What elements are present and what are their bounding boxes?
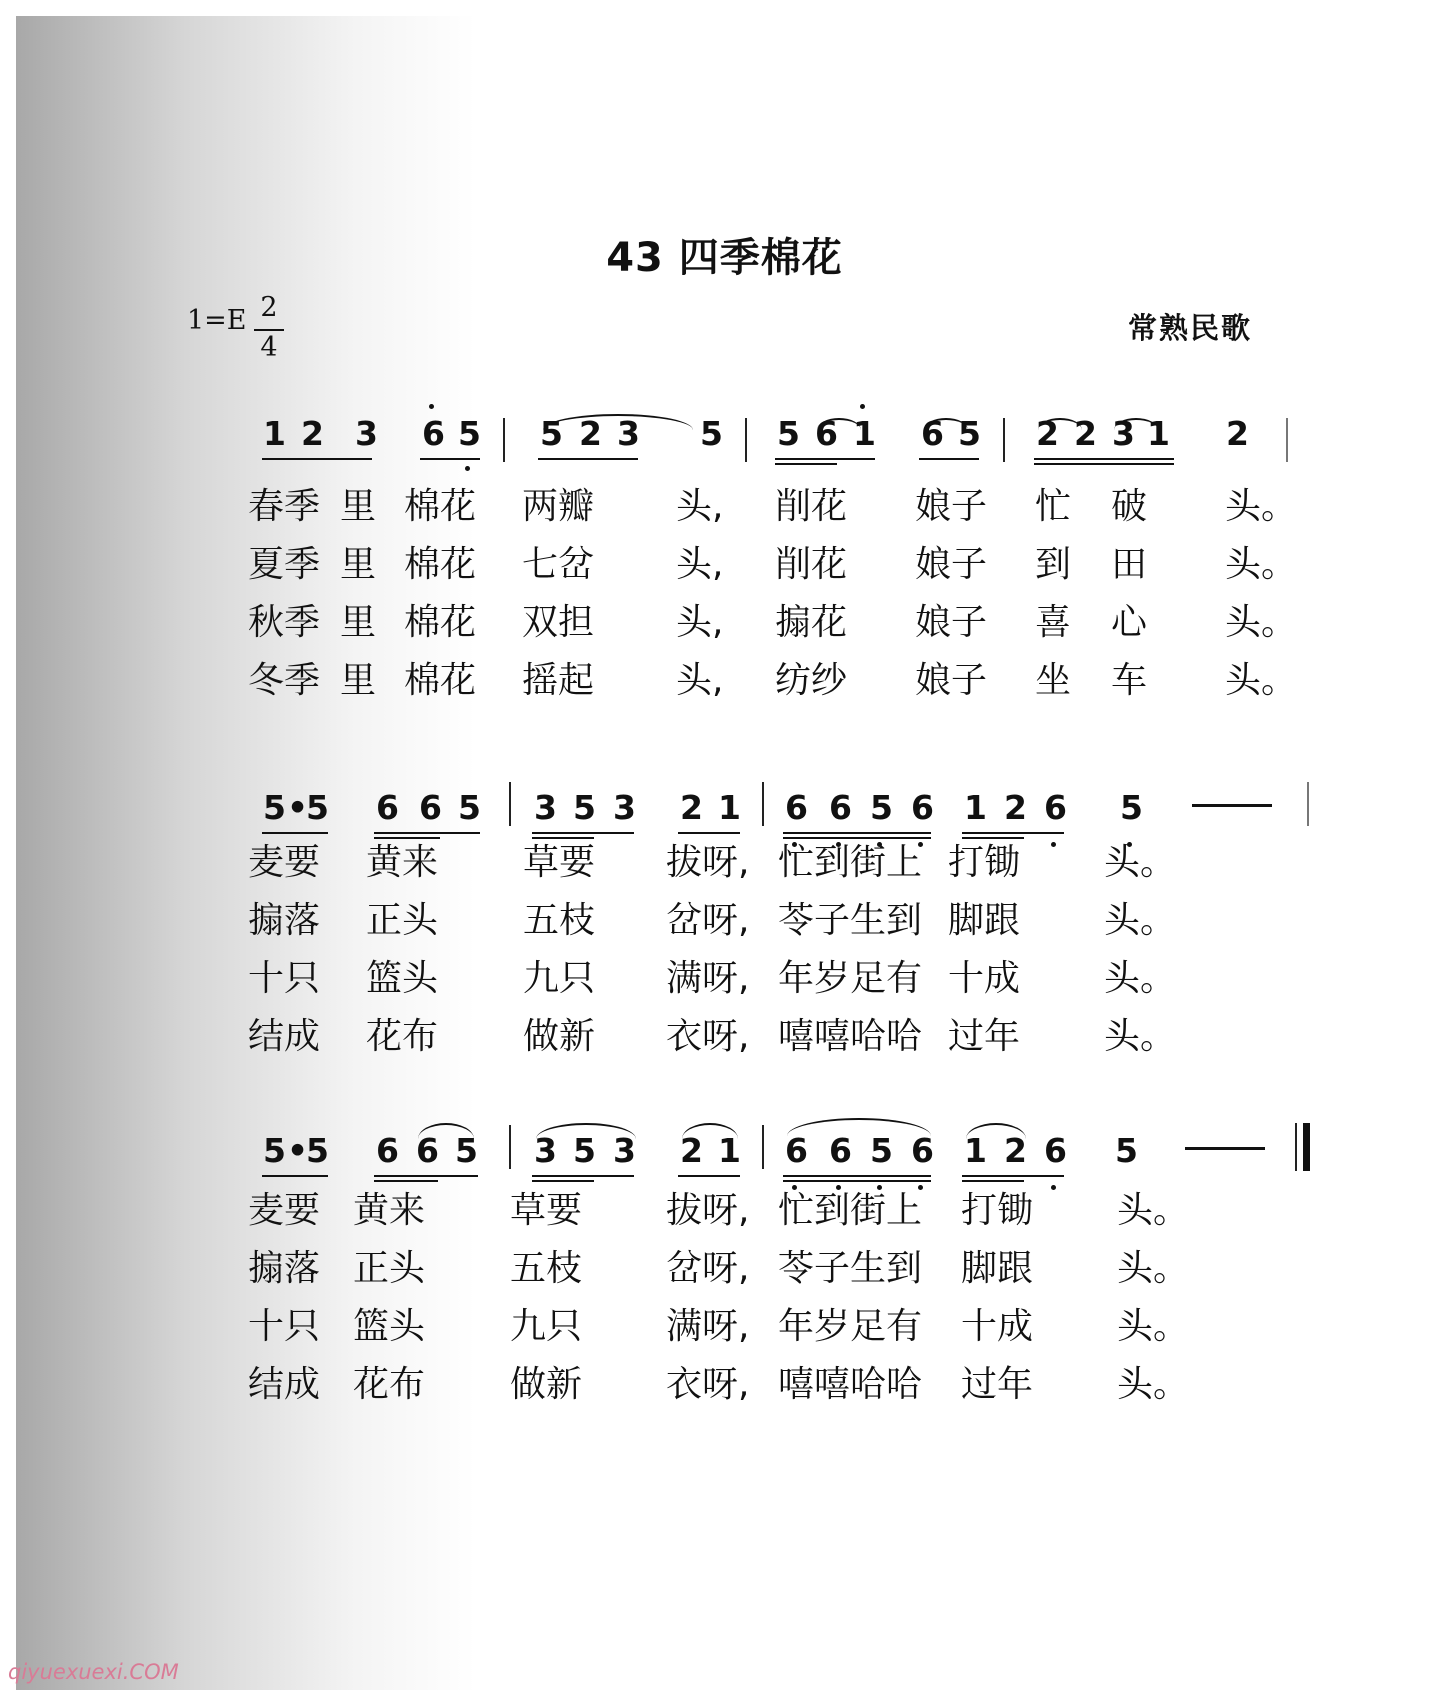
lyric: 苓子生到 (778, 900, 923, 941)
lyric: 苓子生到 (778, 1248, 923, 1289)
lyric: 头。 (1225, 602, 1298, 643)
lyric: 摇起 (522, 660, 595, 701)
bar-line (509, 1125, 511, 1169)
lyric: 衣呀, (666, 1016, 750, 1057)
bar-line (1003, 418, 1005, 462)
lyric: 坐 (1035, 660, 1072, 701)
lyric: 头。 (1117, 1306, 1190, 1347)
lyric: 做新 (510, 1364, 583, 1405)
lyric: 过年 (948, 1016, 1021, 1057)
note: 6 (422, 414, 445, 453)
bar-line (1307, 782, 1309, 826)
lyric: 纺纱 (775, 660, 848, 701)
beam-line (374, 1175, 478, 1177)
lyrics-verse-2 (0, 899, 1449, 943)
beam-line (532, 1175, 634, 1177)
lyric: 篮头 (366, 958, 439, 999)
lyric: 头。 (1225, 544, 1298, 585)
lyric: 田 (1111, 544, 1148, 585)
lyrics-verse-2 (0, 1247, 1449, 1291)
lyric: 冬季 (248, 660, 321, 701)
lyric: 七岔 (522, 544, 595, 585)
lyric: 心 (1111, 602, 1148, 643)
lyric: 头, (676, 544, 724, 585)
lyric: 头。 (1117, 1248, 1190, 1289)
lyric: 衣呀, (666, 1364, 750, 1405)
lyric: 头。 (1225, 486, 1298, 527)
beam-line (374, 837, 440, 839)
lyric: 棉花 (404, 660, 477, 701)
note: 5 (870, 1131, 893, 1170)
bar-line (509, 782, 511, 826)
lyric: 头。 (1117, 1364, 1190, 1405)
lyric: 篮头 (353, 1306, 426, 1347)
lyric: 夏季 (248, 544, 321, 585)
beam-line (962, 1175, 1064, 1177)
note: 1 (1147, 414, 1170, 453)
beam-line (1034, 458, 1174, 460)
lyric: 头。 (1225, 660, 1298, 701)
note: 5 (455, 1131, 478, 1170)
lyric: 车 (1111, 660, 1148, 701)
lyric: 脚跟 (961, 1248, 1034, 1289)
lyric: 打锄 (948, 842, 1021, 883)
lyric: 忙到街上 (778, 842, 923, 883)
note: 2 (680, 788, 703, 827)
lyrics-verse-1 (0, 485, 1449, 529)
lyric: 春季 (248, 486, 321, 527)
lyric: 满呀, (666, 958, 750, 999)
note: 1 (964, 788, 987, 827)
note: 5 (458, 788, 481, 827)
note: 6 (376, 1131, 399, 1170)
lyric: 黄来 (366, 842, 439, 883)
lyric: 花布 (366, 1016, 439, 1057)
time-signature-bottom: 4 (260, 332, 278, 363)
beam-line (962, 1180, 1024, 1182)
lyrics-verse-1 (0, 841, 1449, 885)
lyric: 满呀, (666, 1306, 750, 1347)
lyric: 秋季 (248, 602, 321, 643)
lyric: 草要 (523, 842, 596, 883)
lyrics-verse-4 (0, 659, 1449, 703)
lyric: 娘子 (915, 486, 988, 527)
note: 6 (829, 788, 852, 827)
lyric: 削花 (775, 544, 848, 585)
lyric: 里 (340, 660, 377, 701)
key-signature: 1=E (187, 305, 247, 336)
lyric: 嘻嘻哈哈 (778, 1364, 923, 1405)
beam-line (775, 463, 837, 465)
lyric: 年岁足有 (778, 958, 923, 999)
note: 2 (680, 1131, 703, 1170)
lyric: 破 (1111, 486, 1148, 527)
note: 2 (1036, 414, 1059, 453)
note: • (287, 1131, 309, 1170)
beam-line (532, 1180, 594, 1182)
time-signature-top: 2 (260, 292, 278, 323)
lyrics-verse-3 (0, 1305, 1449, 1349)
lyric: 草要 (510, 1190, 583, 1231)
lyric: 头。 (1104, 1016, 1177, 1057)
lyric: 十成 (948, 958, 1021, 999)
extension-dash (1185, 1147, 1265, 1150)
beam-line (420, 458, 480, 460)
note: 3 (617, 414, 640, 453)
beam-line (532, 837, 594, 839)
lyric: 头, (676, 602, 724, 643)
note: 6 (911, 788, 934, 827)
lyric: 九只 (510, 1306, 583, 1347)
beam-line (538, 458, 638, 460)
note: 5 (958, 414, 981, 453)
lyric: 棉花 (404, 544, 477, 585)
final-bar-thin (1295, 1123, 1297, 1171)
song-title: 43 四季棉花 (606, 235, 843, 281)
lyric: 脚跟 (948, 900, 1021, 941)
lyric: 里 (340, 544, 377, 585)
lyric: 正头 (366, 900, 439, 941)
final-bar-thick (1303, 1123, 1310, 1171)
lyric: 棉花 (404, 486, 477, 527)
note: 3 (1112, 414, 1135, 453)
note: 6 (911, 1131, 934, 1170)
lyric: 搧落 (248, 1248, 321, 1289)
note: 6 (829, 1131, 852, 1170)
note: 5 (573, 788, 596, 827)
lyric: 搧落 (248, 900, 321, 941)
beam-line (919, 458, 979, 460)
bar-line (762, 1125, 764, 1169)
lyric: 喜 (1035, 602, 1072, 643)
lyrics-verse-2 (0, 543, 1449, 587)
lyric: 九只 (523, 958, 596, 999)
note: 6 (815, 414, 838, 453)
note: 1 (718, 1131, 741, 1170)
note: 2 (1004, 1131, 1027, 1170)
lyric: 十只 (248, 1306, 321, 1347)
beam-line (783, 837, 931, 839)
note: 5 (540, 414, 563, 453)
note: 1 (718, 788, 741, 827)
lyrics-verse-1 (0, 1189, 1449, 1233)
site-watermark: qiyuexuexi.COM (8, 1660, 179, 1684)
lyric: 花布 (353, 1364, 426, 1405)
beam-line (678, 832, 740, 834)
note: 2 (1074, 414, 1097, 453)
lyric: 忙到街上 (778, 1190, 923, 1231)
note: 1 (853, 414, 876, 453)
beam-line (374, 832, 480, 834)
lyric: 正头 (353, 1248, 426, 1289)
note: 5 (306, 788, 329, 827)
lyric: 五枝 (523, 900, 596, 941)
note: 2 (579, 414, 602, 453)
lyric: 结成 (248, 1364, 321, 1405)
note: 5 (263, 1131, 286, 1170)
lyric: 十成 (961, 1306, 1034, 1347)
lyric: 做新 (523, 1016, 596, 1057)
beam-line (678, 1175, 740, 1177)
note: 3 (613, 788, 636, 827)
lyric: 搧花 (775, 602, 848, 643)
lyric: 棉花 (404, 602, 477, 643)
beam-line (783, 1175, 931, 1177)
note: 3 (534, 788, 557, 827)
beam-line (262, 1175, 328, 1177)
lyric: 五枝 (510, 1248, 583, 1289)
lyric: 头, (676, 486, 724, 527)
beam-line (374, 1180, 438, 1182)
note: 6 (1044, 788, 1067, 827)
bar-line (503, 418, 505, 462)
note: 6 (376, 788, 399, 827)
note: 5 (263, 788, 286, 827)
lyric: 岔呀, (666, 900, 750, 941)
beam-line (532, 832, 634, 834)
beam-line (1034, 463, 1174, 465)
note: 6 (785, 788, 808, 827)
note: 5 (458, 414, 481, 453)
note: 1 (964, 1131, 987, 1170)
note: 5 (306, 1131, 329, 1170)
time-signature-divider (254, 329, 284, 331)
note: 2 (1004, 788, 1027, 827)
note: 6 (921, 414, 944, 453)
lyric: 岔呀, (666, 1248, 750, 1289)
lyric: 到 (1035, 544, 1072, 585)
lyric: 头。 (1104, 900, 1177, 941)
note: 2 (301, 414, 324, 453)
octave-dot (429, 404, 434, 409)
lyric: 里 (340, 486, 377, 527)
lyric: 双担 (522, 602, 595, 643)
lyric: 黄来 (353, 1190, 426, 1231)
extension-dash (1192, 804, 1272, 807)
lyrics-verse-4 (0, 1015, 1449, 1059)
note: 1 (263, 414, 286, 453)
lyric: 拔呀, (666, 1190, 750, 1231)
beam-line (783, 1180, 931, 1182)
lyric: 娘子 (915, 544, 988, 585)
note: 5 (573, 1131, 596, 1170)
lyric: 两瓣 (522, 486, 595, 527)
note: 5 (700, 414, 723, 453)
lyric: 头。 (1104, 958, 1177, 999)
lyrics-verse-3 (0, 957, 1449, 1001)
note: 3 (613, 1131, 636, 1170)
beam-line (783, 832, 931, 834)
lyric: 忙 (1035, 486, 1072, 527)
note: 3 (534, 1131, 557, 1170)
lyric: 麦要 (248, 842, 321, 883)
lyric: 嘻嘻哈哈 (778, 1016, 923, 1057)
bar-line (745, 418, 747, 462)
lyric: 结成 (248, 1016, 321, 1057)
beam-line (262, 832, 328, 834)
note: 6 (785, 1131, 808, 1170)
lyric: 里 (340, 602, 377, 643)
song-source: 常熟民歌 (1128, 311, 1253, 345)
note: 5 (777, 414, 800, 453)
note: 5 (1120, 788, 1143, 827)
note: 5 (870, 788, 893, 827)
beam-line (775, 458, 875, 460)
lyric: 过年 (961, 1364, 1034, 1405)
lyric: 十只 (248, 958, 321, 999)
beam-line (962, 837, 1024, 839)
octave-dot (465, 466, 470, 471)
note: 5 (1115, 1131, 1138, 1170)
lyric: 头, (676, 660, 724, 701)
bar-line (762, 782, 764, 826)
beam-line (962, 832, 1064, 834)
lyric: 削花 (775, 486, 848, 527)
lyric: 头。 (1117, 1190, 1190, 1231)
lyric: 娘子 (915, 660, 988, 701)
lyric: 麦要 (248, 1190, 321, 1231)
note: 6 (419, 788, 442, 827)
note: 3 (355, 414, 378, 453)
lyric: 头。 (1104, 842, 1177, 883)
octave-dot (860, 404, 865, 409)
beam-line (262, 458, 372, 460)
bar-line (1286, 418, 1288, 462)
lyric: 打锄 (961, 1190, 1034, 1231)
note: 6 (416, 1131, 439, 1170)
lyric: 娘子 (915, 602, 988, 643)
note: 6 (1044, 1131, 1067, 1170)
lyric: 拔呀, (666, 842, 750, 883)
lyric: 年岁足有 (778, 1306, 923, 1347)
lyrics-verse-4 (0, 1363, 1449, 1407)
note: 2 (1226, 414, 1249, 453)
note: • (287, 788, 309, 827)
lyrics-verse-3 (0, 601, 1449, 645)
